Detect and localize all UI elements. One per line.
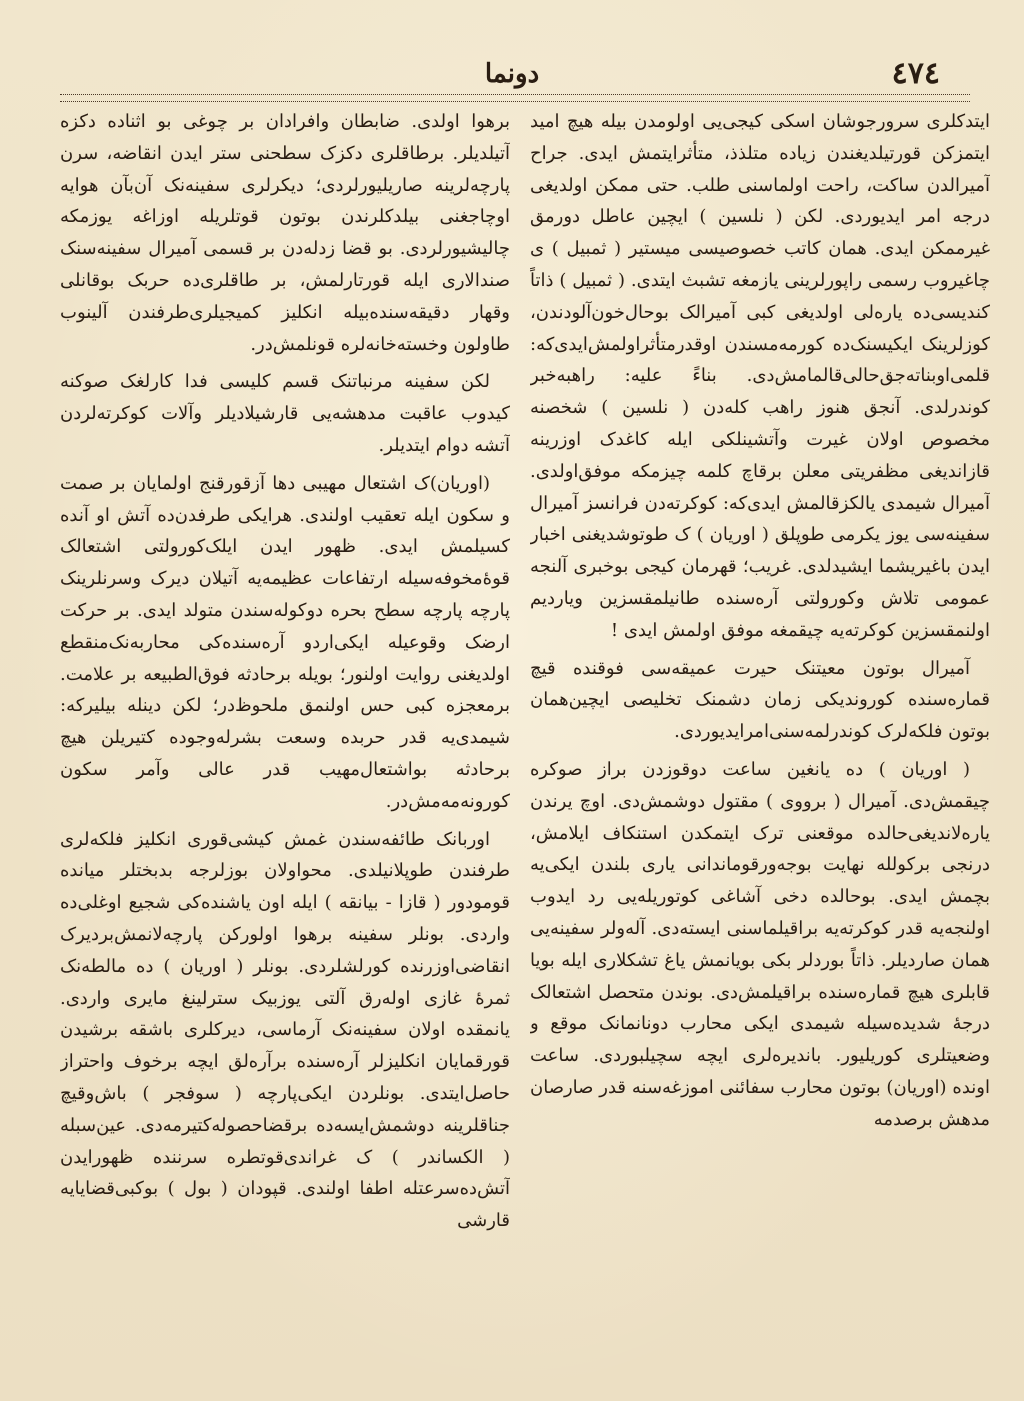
left-column — [60, 106, 510, 1388]
header-rule — [60, 94, 970, 102]
paragraph: آمیرال بوتون معیتنک حیرت عمیقه‌سی فوقنده قیچ قماره‌سنده کوروندیکی زمان دشمنک تخلیصی ایچین‌همان بوتون فلکه‌لرک کوندرلمه‌سنی‌امرایدیوردی. — [530, 657, 990, 743]
page-header — [60, 52, 964, 96]
paragraph: (اوریان)ک اشتعال مهیبی دها آزقورقنج اولمایان بر صمت و سکون ایله تعقیب اولندی. هرایکی طرفدن‌ده آتش او آنده کسیلمش ایدی. ظهور ایدن ایلک‌کورولتی اشتعالک قوهٔ‌مخوفه‌سیله ارتفاعات عظیمه‌یه آتیلان دیرک وسرنلرینک پارچه پارچه سطح بحره دوکوله‌سندن متولد ایدی. بر حرکت ارضک وقوعیله ایکی‌اردو آره‌سنده‌کی محاربه‌نک‌منقطع اولدیغنی روایت اولنور؛ بویله برحادثه فوق‌الطبیعه بر علامت. برمعجزه کبی حس اولنمق ملحوظ‌در؛ لکن دینله بیلیرکه: شیمدی‌یه قدر حربده وسعت بشرله‌وجوده کتیریلن هیچ برحادثه بواشتعال‌مهیب قدر عالی وآمر سکون کورونه‌مه‌مش‌در. — [60, 472, 510, 812]
paragraph: ( اوریان ) ده یانغین ساعت دوقوزدن براز صوکره چیقمش‌دی. آمیرال ( برووی ) مقتول دوشمش‌دی. اوچ یرندن یاره‌لاندیغی‌حالده موقعنی ترک ایتمکدن استنکاف ایلامش، درنجی برکولله نهایت بوجه‌ورقوماندانی یاری بلندن ایکی‌یه بچمش ایدی. بوحالده دخی آشاغی کوتوریله‌یی رد ایدوب اولنجه‌یه قدر کوکرته‌یه براقیلماسنی ایسته‌دی. آله‌ولر سفینه‌یی همان صاردیلر. ذاتاً بوردلر بکی بویانمش یاغ تشکلاری ایله بویا قابلری هیچ قماره‌سنده براقیلمش‌دی. بوندن متحصل اشتعالک درجهٔ شدیده‌سیله شیمدی ایکی محارب دونانمانک موقع و وضعیتلری کوریلیور. باندیره‌لری ایچه سچیلبوردی. ساعت اونده (اوریان) بوتون محارب سفائنی اموزغه‌سنه قدر صارصان مدهش برصدمه — [530, 758, 990, 1130]
right-column — [530, 106, 990, 1388]
paragraph: ایتدکلری سرورجوشان اسکی کیجی‌یی اولومدن بیله هیچ امید ایتمزکن قورتیلدیغندن زیاده متلذذ، متأثرایتمش ایدی. جراح آمیرالدن ساکت، راحت اولماسنی طلب. حتی ممکن اولدیغی درجه امر ایدیوردی. لکن ( نلسین ) ایچین عاطل دورمق غیرممکن ایدی. همان کاتب خصوصیسی میستیر ( ثمبیل ) ی چاغیروب رسمی راپورلرینی یازمغه تشبث ایتدی. ( ثمبیل ) ذاتاً کندیسی‌ده یاره‌لی اولدیغی کبی آمیرالک بوحال‌خون‌آلودندن، کوزلرینک ایکیسنک‌ده کورمه‌مسندن اوقدرمتأثراولمش‌ایدی‌که: قلمی‌اوبناته‌جق‌حالی‌قالمامش‌دی. بناءً علیه: راهبه‌خبر کوندرلدی. آنجق هنوز راهب کله‌دن ( نلسین ) شخصنه مخصوص اولان غیرت وآتشینلکی ایله کاغدک اوزرینه قازاندیغی مظفریتی معلن برقاچ کلمه چیزمکه موفق‌اولدی. آمیرال شیمدی یالکزقالمش ایدی‌که: کوکرته‌دن فرانسز آمیرال سفینه‌سی یوز یکرمی طوپلق ( اوریان ) ک طوتوشدیغنی اخبار ایدن باغیریشما ایشیدلدی. غریب؛ قهرمان کیجی بوخبری آلنجه عمومی تلاش وکورولتی آره‌سنده طانیلمقسزین ویاردیم اولنمقسزین کوکرته‌یه چیقمغه موفق اولمش ایدی ! — [530, 111, 990, 641]
running-head: دونما — [484, 59, 540, 89]
page-number: ٤٧٤ — [891, 56, 940, 91]
paragraph: برهوا اولدی. ضابطان وافرادان بر چوغی بو اثناده دکزه آتیلدیلر. برطاقلری دکزک سطحنی ستر ایدن انقاضه، سرن پارچه‌لرینه صاریلیورلردی؛ دیکرلری سفینه‌نک آن‌بآن هوایه اوچاجغنی بیلدکلرندن بوتون قوتلریله اوزاغه یوزمکه چالیشیورلردی. بو قضا زدله‌دن بر قسمی آمیرال سفینه‌سنک صندالاری ایله قورتارلمش، بر طاقلری‌ده حربک بوقانلی وقهار دقیقه‌سنده‌بیله انکلیز کمیجیلری‌طرفندن آلینوب طاولون وخسته‌خانه‌لره قونلمش‌در. — [60, 111, 510, 355]
paragraph: لکن سفینه مرنباتنک قسم کلیسی فدا کارلغک صوکنه کیدوب عاقبت مدهشه‌یی قارشیلادیلر وآلات کوکرته‌لردن آتشه دوام ایتدیلر. — [60, 371, 510, 456]
paragraph: اوربانک طائفه‌سندن غمش کیشی‌قوری انکلیز فلکه‌لری طرفندن طوپلانیلدی. محواولان بوزلرجه بدبختلر میانده قومودور ( قازا - بیانقه ) ایله اون یاشنده‌کی شجیع اوغلی‌ده واردی. بونلر سفینه برهوا اولورکن پارچه‌لانمش‌بردیرک انقاضی‌اوزرنده کورلشلردی. بونلر ( اوریان ) ده مالطه‌نک ثمرهٔ غازی اوله‌رق آلتی یوزبیک سترلینغ مایری واردی. یانمقده اولان سفینه‌نک آرماسی، دیرکلری باشقه برشیدن قورقمایان انکلیزلر آره‌سنده برآره‌لق ایچه برخوف واحتراز حاصل‌ایتدی. بونلردن ایکی‌پارچه ( سوفجر ) باش‌وقیچ جناقلرینه دوشمش‌ایسه‌ده برقضاحصوله‌کتیرمه‌دی. عین‌سبله ( الکساندر ) ک غراندی‌قوتطره سرننده ظهورایدن آتش‌ده‌سرعتله اطفا اولندی. قپودان ( بول ) بوکبی‌قضایایه قارشی — [60, 828, 510, 1232]
